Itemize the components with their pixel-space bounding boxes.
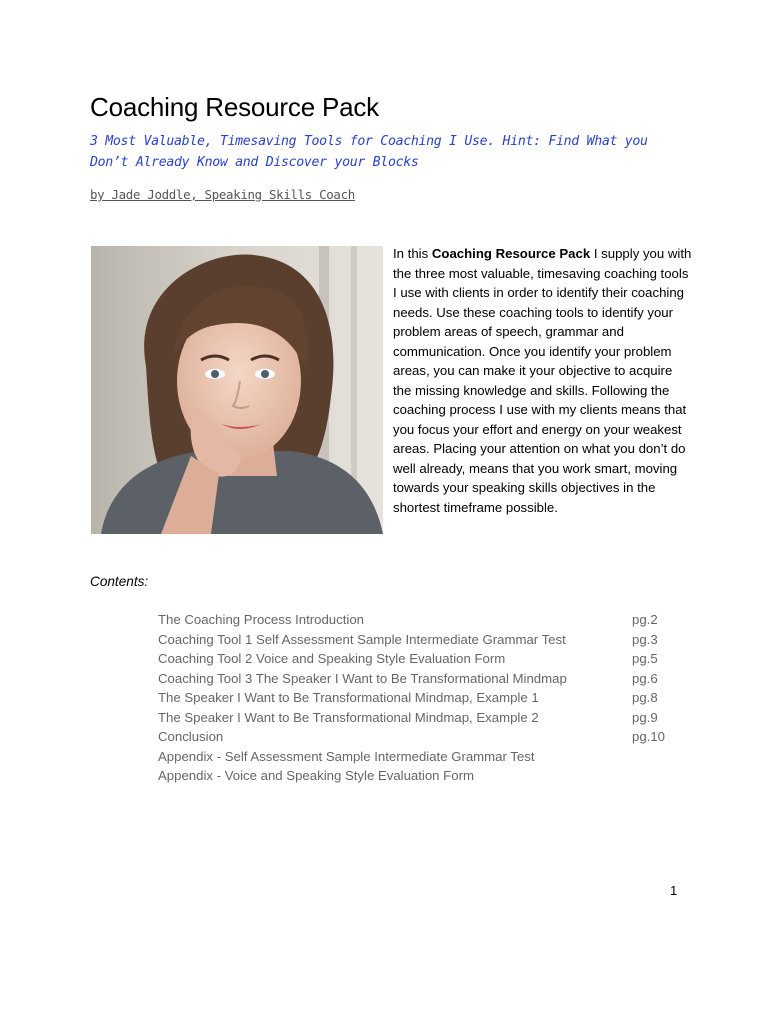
toc-entry[interactable]	[158, 651, 678, 671]
toc-entry-page: pg.9	[632, 709, 658, 725]
toc-entry-page: pg.5	[632, 651, 658, 666]
toc-entry-title: The Speaker I Want to Be Transformational Mindmap, Example 2	[158, 709, 539, 725]
intro-emphasis: Coaching Resource Pack	[431, 246, 591, 261]
toc-entry-page: pg.10	[632, 729, 666, 744]
intro-paragraph	[393, 244, 693, 517]
toc-entry[interactable]	[158, 749, 678, 769]
toc-entry-title: The Speaker I Want to Be Transformational Mindmap, Example 1	[158, 690, 539, 705]
subtitle: 3 Most Valuable, Timesaving Tools for Coaching I Use. Hint: Find What you Don’t Already Know and Discover your Blocks	[90, 134, 648, 170]
toc-entry-title: The Coaching Process Introduction	[158, 612, 364, 627]
toc-entry-page: pg.3	[632, 631, 658, 647]
toc-entry-page: pg.6	[632, 670, 658, 686]
toc-entry-title: Conclusion	[158, 729, 224, 744]
toc-entry[interactable]	[158, 632, 678, 652]
contents-heading: Contents:	[90, 574, 149, 589]
toc-entry[interactable]	[158, 710, 678, 730]
author-byline-link[interactable]: by Jade Joddle, Speaking Skills Coach	[90, 187, 355, 202]
toc-entry-title: Coaching Tool 1 Self Assessment Sample Intermediate Grammar Test	[158, 631, 566, 647]
table-of-contents	[158, 612, 678, 788]
toc-entry-page: pg.8	[632, 690, 658, 705]
toc-entry[interactable]	[158, 671, 678, 691]
toc-entry[interactable]	[158, 768, 678, 788]
toc-entry-title: Coaching Tool 3 The Speaker I Want to Be Transformational Mindmap	[158, 670, 567, 686]
toc-entry-title: Appendix - Self Assessment Sample Intermediate Grammar Test	[158, 748, 535, 764]
page-title: Coaching Resource Pack	[90, 92, 379, 122]
portrait-photo	[91, 246, 383, 534]
toc-entry-page: pg.2	[632, 612, 658, 627]
toc-entry[interactable]	[158, 729, 678, 749]
toc-entry[interactable]	[158, 690, 678, 710]
page-number: 1	[670, 883, 678, 898]
intro-body: I supply you with the three most valuable, timesaving coaching tools I use with clients in order to identify their coaching needs. Use these coaching tools to identify your problem areas of speech, grammar and communication. Once you identify your problem areas, you can make it your objective to acquire the missing knowledge and skills. Following the coaching process I use with my clients means that you focus your effort and energy on your weakest areas. Placing your attention on what you don’t do well already, means that you work smart, moving towards your speaking skills objectives in the shortest timeframe possible.	[393, 246, 692, 515]
toc-entry[interactable]	[158, 612, 678, 632]
toc-entry-title: Coaching Tool 2 Voice and Speaking Style Evaluation Form	[158, 651, 506, 666]
toc-entry-title: Appendix - Voice and Speaking Style Evaluation Form	[158, 768, 474, 783]
intro-lead: In this	[393, 246, 432, 261]
